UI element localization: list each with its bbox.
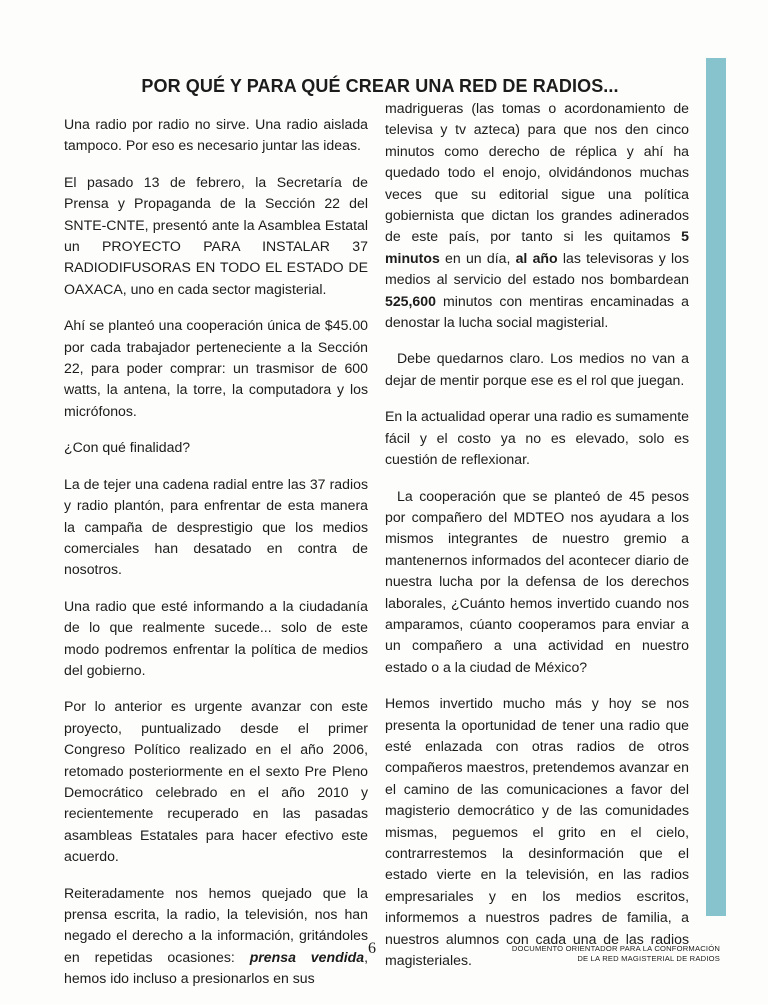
emphasis-525600: 525,600 — [385, 292, 436, 309]
paragraph-text: Reiteradamente nos hemos quejado que la prensa escrita, la radio, la televisión, nos han negado el derecho a la información, gritándoles en repetidas ocasiones: — [64, 884, 368, 965]
footer-line: DOCUMENTO ORIENTADOR PARA LA CONFORMACIÓN — [511, 944, 720, 953]
page-number: 6 — [368, 940, 376, 957]
paragraph — [385, 98, 689, 333]
paragraph — [64, 883, 368, 990]
paragraph — [64, 474, 368, 581]
page-title: POR QUÉ Y PARA QUÉ CREAR UNA RED DE RADIOS... — [141, 76, 619, 96]
paragraph — [64, 172, 368, 300]
paragraph-text: La de tejer una cadena radial entre las 37 radios y radio plantón, para enfrentar de esta manera la campaña de desprestigio que los medios comerciales han desatado en contra de nosotros. — [64, 475, 368, 578]
emphasis-prensa-vendida: prensa vendida — [249, 948, 365, 965]
paragraph — [64, 315, 368, 422]
paragraph-text: Hemos invertido mucho más y hoy se nos presenta la oportunidad de tener una radio que esté enlazada con otras radios de otros compañeros maestros, pretendemos avanzar en el camino de las comunicaciones a favor del magisterio democrático y de las comunidades mismas, peguemos el grito en el cielo, contrarrestemos la desinformación que el estado vierte en la televisión, en las radios empresariales y en los medios escritos, informemos a nuestros padres de familia, a nuestros alumnos con cada una de las radios magisteriales. — [385, 695, 689, 969]
emphasis-5-minutos: 5 minutos — [385, 228, 689, 266]
paragraph-text: minutos con mentiras encaminadas a denostar la lucha social magisterial. — [385, 292, 689, 331]
paragraph — [385, 406, 689, 470]
right-column — [385, 98, 689, 986]
emphasis-al-ano: al año — [515, 249, 558, 266]
paragraph-text: La cooperación que se planteó de 45 pesos por compañero del MDTEO nos ayudara a los mismos integrantes de nuestro gremio a mantenernos informados del acontecer diario de nuestra lucha por la defensa de los derechos laborales, ¿Cuánto hemos invertido cuando nos amparamos, cúanto cooperamos para enviar a un compañero a una actividad en nuestro estado o a la ciudad de México? — [385, 487, 689, 675]
paragraph-text: Una radio que esté informando a la ciudadanía de lo que realmente sucede... solo de este modo podremos enfrentar la política de medios del gobierno. — [64, 597, 368, 678]
paragraph-text: El pasado 13 de febrero, la Secretaría de Prensa y Propaganda de la Sección 22 del SNTE-CNTE, presentó ante la Asamblea Estatal un PROYECTO PARA INSTALAR 37 RADIODIFUSORAS EN TODO EL ESTADO DE OAXACA, uno en cada sector magisterial. — [64, 173, 368, 297]
paragraph-text: Debe quedarnos claro. Los medios no van a dejar de mentir porque ese es el rol que juegan. — [385, 350, 689, 388]
paragraph-text: Por lo anterior es urgente avanzar con este proyecto, puntualizado desde el primer Congreso Político realizado en el año 2006, retomado posteriormente en el sexto Pre Pleno Democrático celebrado en el año 2010 y recientemente recuperado en las pasadas asambleas Estatales para hacer efectivo este acuerdo. — [64, 698, 368, 865]
footer-note — [480, 944, 720, 964]
paragraph — [385, 486, 689, 679]
side-accent-bar — [706, 58, 726, 916]
paragraph-text: Una radio por radio no sirve. Una radio aislada tampoco. Por eso es necesario juntar las ideas. — [64, 116, 368, 154]
paragraph-text: ¿Con qué finalidad? — [64, 439, 191, 456]
paragraph-text: madrigueras (las tomas o acordonamiento de televisa y tv azteca) para que nos den cinco minutos como derecho de réplica y ahí ha quedado todo el enojo, olvidándonos muchas veces que su editorial sigue una política gobiernista que dictan los grandes adinerados de este país, por tanto si les quitamos — [385, 100, 689, 245]
paragraph-text: En la actualidad operar una radio es sumamente fácil y el costo ya no es elevado, solo es cuestión de reflexionar. — [385, 408, 689, 468]
paragraph-text: en un día, — [439, 249, 516, 266]
footer-line: DE LA RED MAGISTERIAL DE RADIOS — [577, 954, 720, 963]
paragraph-text: , hemos ido incluso a presionarlos en sus — [64, 948, 368, 987]
paragraph — [64, 596, 368, 682]
paragraph-text: Ahí se planteó una cooperación única de $45.00 por cada trabajador perteneciente a la Sección 22, para poder comprar: un trasmisor de 600 watts, la antena, la torre, la computadora y los micrófonos. — [64, 317, 368, 419]
paragraph — [385, 348, 689, 391]
paragraph — [64, 114, 368, 157]
left-column — [64, 114, 368, 1005]
paragraph-text: las televisoras y los medios al servicio del estado nos bombardean — [385, 249, 689, 288]
paragraph — [64, 696, 368, 867]
paragraph — [385, 693, 689, 971]
paragraph — [64, 437, 368, 458]
